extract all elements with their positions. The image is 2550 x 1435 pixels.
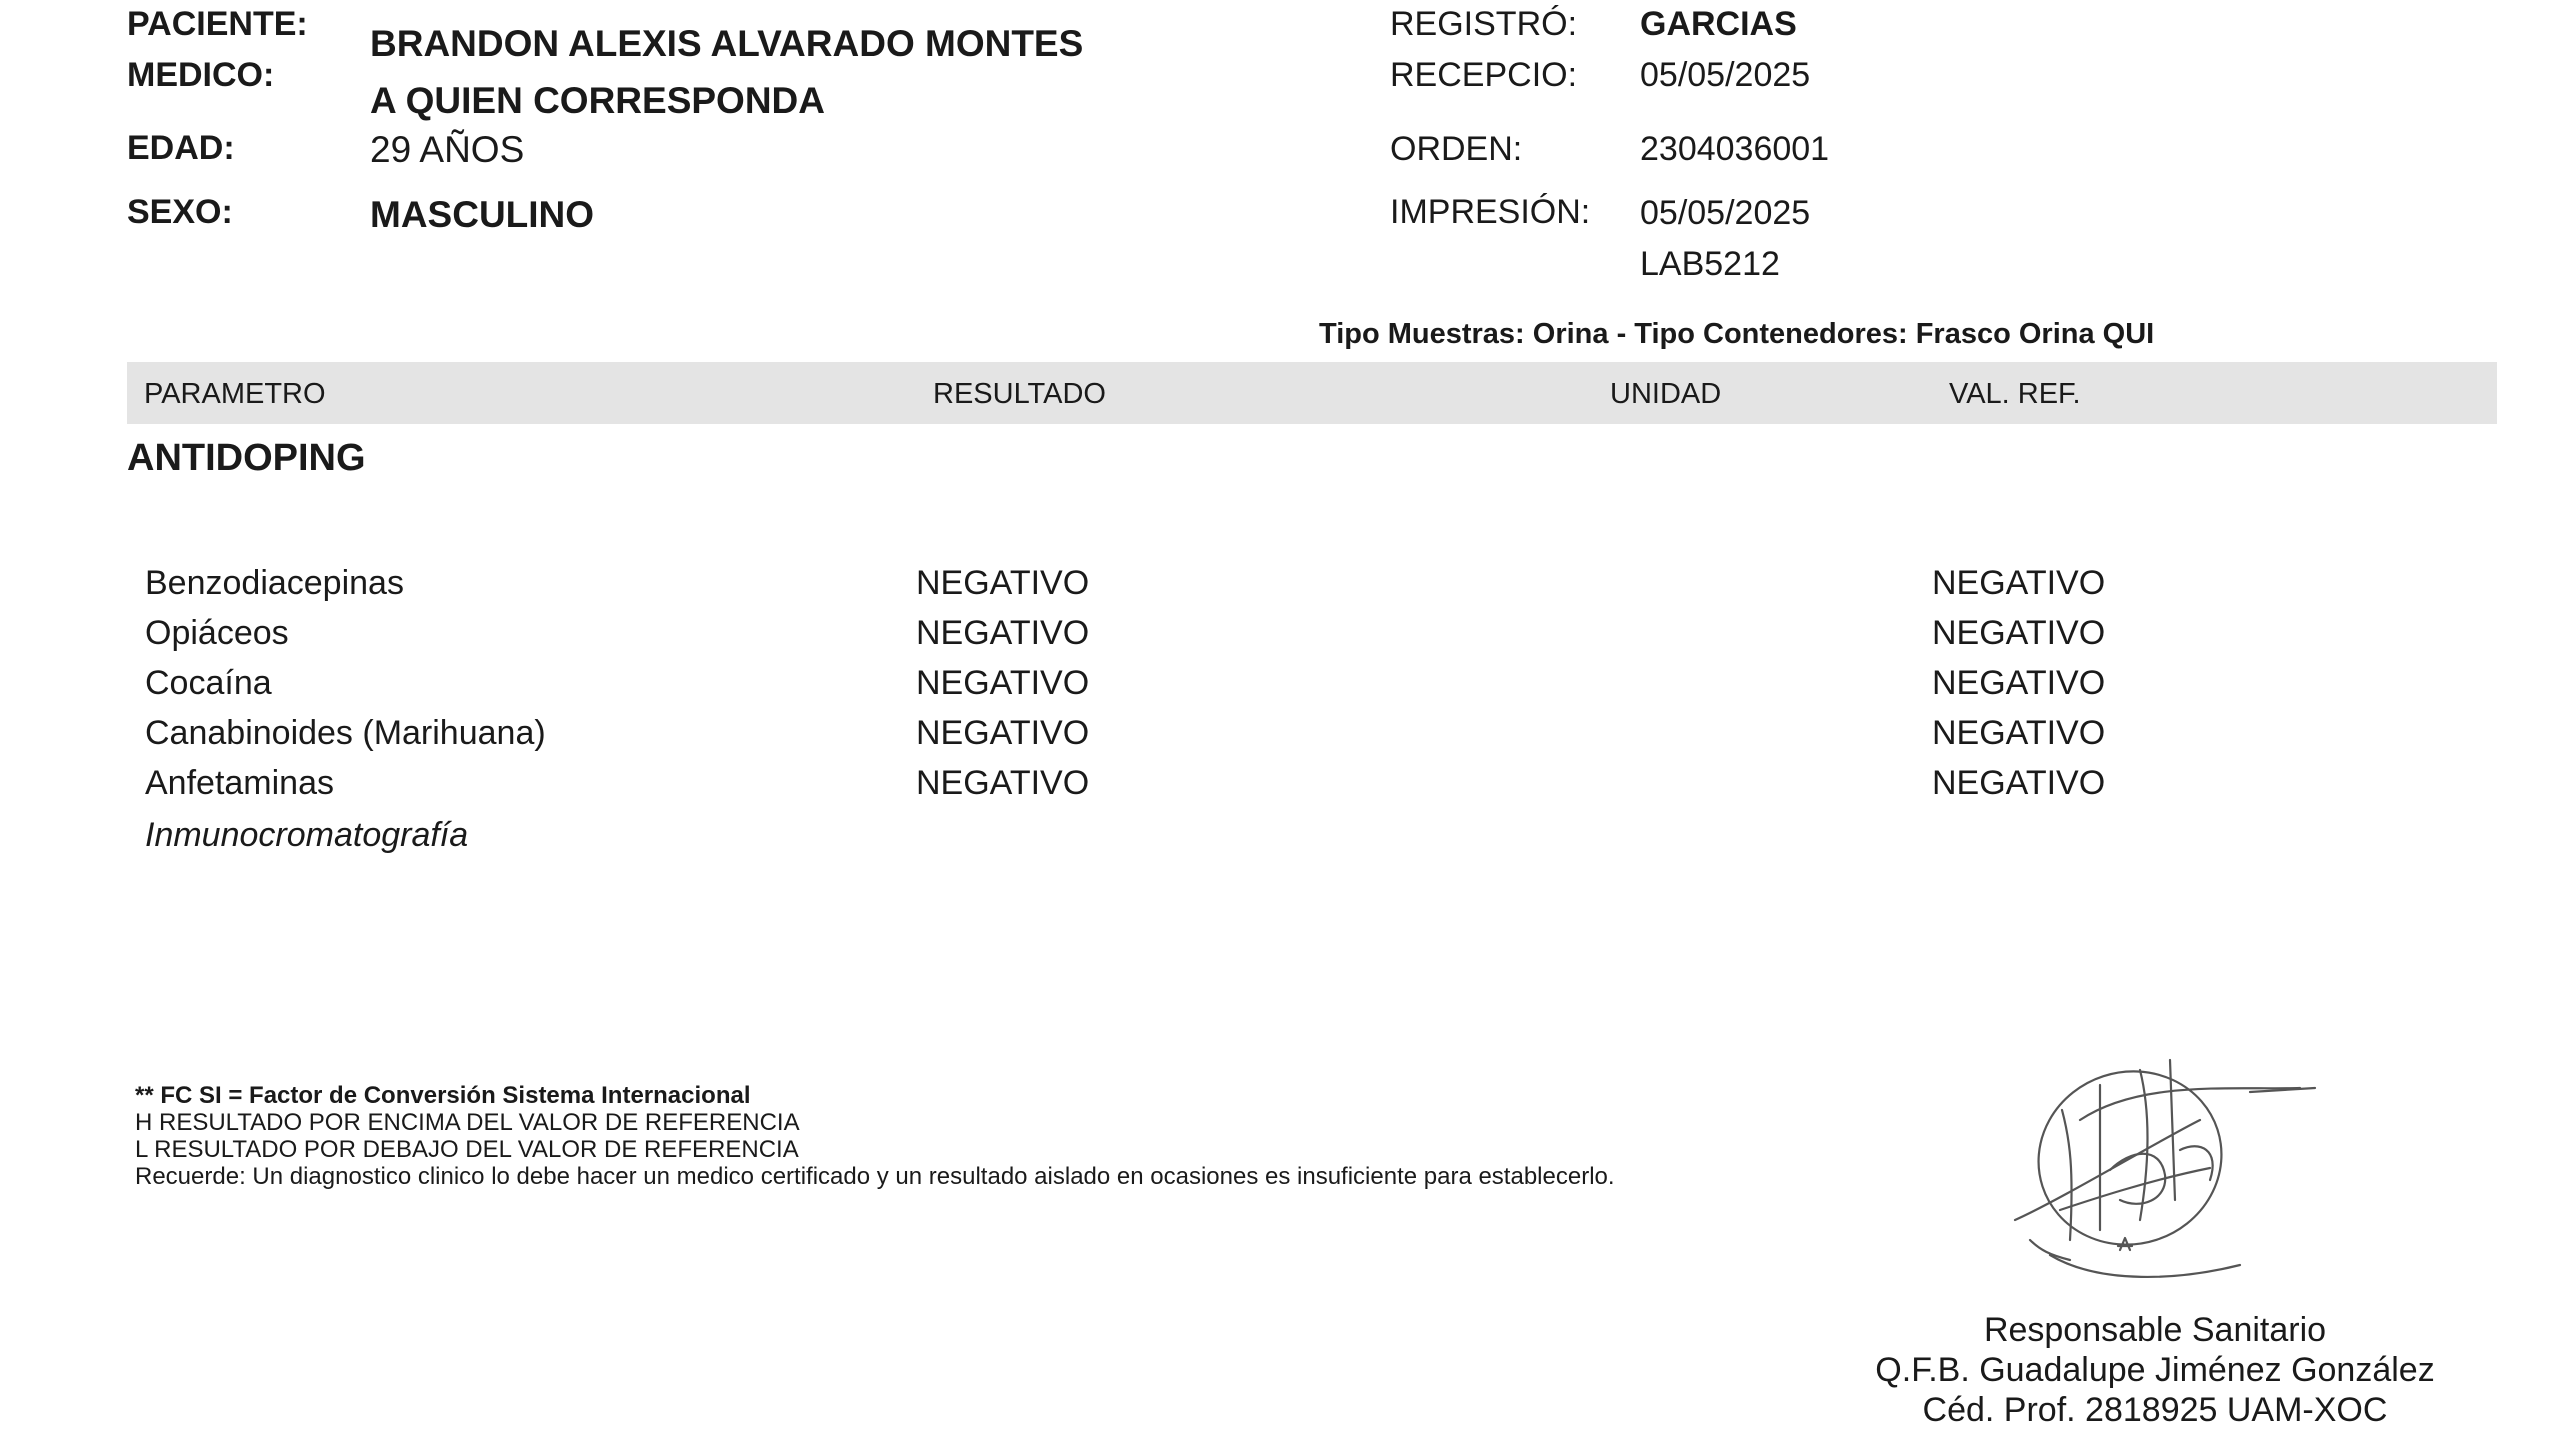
sexo-label: SEXO: xyxy=(127,193,233,231)
row-parametro: Opiáceos xyxy=(145,614,289,652)
note-h: H RESULTADO POR ENCIMA DEL VALOR DE REFERENCIA xyxy=(135,1109,800,1136)
impresion-value: 05/05/2025 xyxy=(1640,194,1811,232)
row-resultado: NEGATIVO xyxy=(916,614,1090,652)
header-val-ref: VAL. REF. xyxy=(1949,378,2081,410)
row-val-ref: NEGATIVO xyxy=(1932,764,2106,802)
registro-value: GARCIAS xyxy=(1640,5,1797,43)
table-row xyxy=(0,564,2550,614)
table-row xyxy=(0,764,2550,814)
paciente-value: BRANDON ALEXIS ALVARADO MONTES xyxy=(370,23,1084,64)
sexo-value: MASCULINO xyxy=(370,194,595,235)
edad-value: 29 AÑOS xyxy=(370,129,525,170)
recepcio-label: RECEPCIO: xyxy=(1390,56,1578,94)
samples-line: Tipo Muestras: Orina - Tipo Contenedores: Frasco Orina QUI xyxy=(1319,318,2155,350)
table-row xyxy=(0,714,2550,764)
medico-label: MEDICO: xyxy=(127,56,275,94)
row-val-ref: NEGATIVO xyxy=(1932,614,2106,652)
row-resultado: NEGATIVO xyxy=(916,664,1090,702)
signature-image xyxy=(2000,1050,2320,1300)
row-parametro: Benzodiacepinas xyxy=(145,564,404,602)
lab-code: LAB5212 xyxy=(1640,245,1780,283)
table-row xyxy=(0,614,2550,664)
header-resultado: RESULTADO xyxy=(933,378,1106,410)
note-reminder: Recuerde: Un diagnostico clinico lo debe hacer un medico certificado y un resultado aislado en ocasiones es insuficiente para establecerlo. xyxy=(135,1163,1615,1190)
row-parametro: Canabinoides (Marihuana) xyxy=(145,714,546,752)
recepcio-value: 05/05/2025 xyxy=(1640,56,1811,94)
method-text: Inmunocromatografía xyxy=(145,816,469,854)
row-parametro: Cocaína xyxy=(145,664,272,702)
footnotes xyxy=(135,1082,1615,1190)
row-resultado: NEGATIVO xyxy=(916,764,1090,802)
impresion-label: IMPRESIÓN: xyxy=(1390,193,1591,231)
signature-name: Q.F.B. Guadalupe Jiménez González xyxy=(1875,1351,2435,1389)
medico-value: A QUIEN CORRESPONDA xyxy=(370,80,826,121)
row-val-ref: NEGATIVO xyxy=(1932,714,2106,752)
note-fc-si: ** FC SI = Factor de Conversión Sistema Internacional xyxy=(135,1082,751,1109)
row-resultado: NEGATIVO xyxy=(916,714,1090,752)
signature-license: Céd. Prof. 2818925 UAM-XOC xyxy=(1922,1391,2388,1429)
orden-label: ORDEN: xyxy=(1390,130,1523,168)
orden-value: 2304036001 xyxy=(1640,130,1830,168)
row-val-ref: NEGATIVO xyxy=(1932,664,2106,702)
paciente-label: PACIENTE: xyxy=(127,5,308,43)
header-parametro: PARAMETRO xyxy=(144,378,326,410)
signature-role: Responsable Sanitario xyxy=(1983,1311,2327,1349)
table-header xyxy=(127,362,2497,424)
row-parametro: Anfetaminas xyxy=(145,764,334,802)
section-title: ANTIDOPING xyxy=(127,437,366,479)
row-resultado: NEGATIVO xyxy=(916,564,1090,602)
edad-label: EDAD: xyxy=(127,129,235,167)
note-l: L RESULTADO POR DEBAJO DEL VALOR DE REFERENCIA xyxy=(135,1136,799,1163)
registro-label: REGISTRÓ: xyxy=(1390,5,1578,43)
header-unidad: UNIDAD xyxy=(1610,378,1722,410)
signature-block xyxy=(1830,1310,2480,1430)
table-row xyxy=(0,664,2550,714)
row-val-ref: NEGATIVO xyxy=(1932,564,2106,602)
